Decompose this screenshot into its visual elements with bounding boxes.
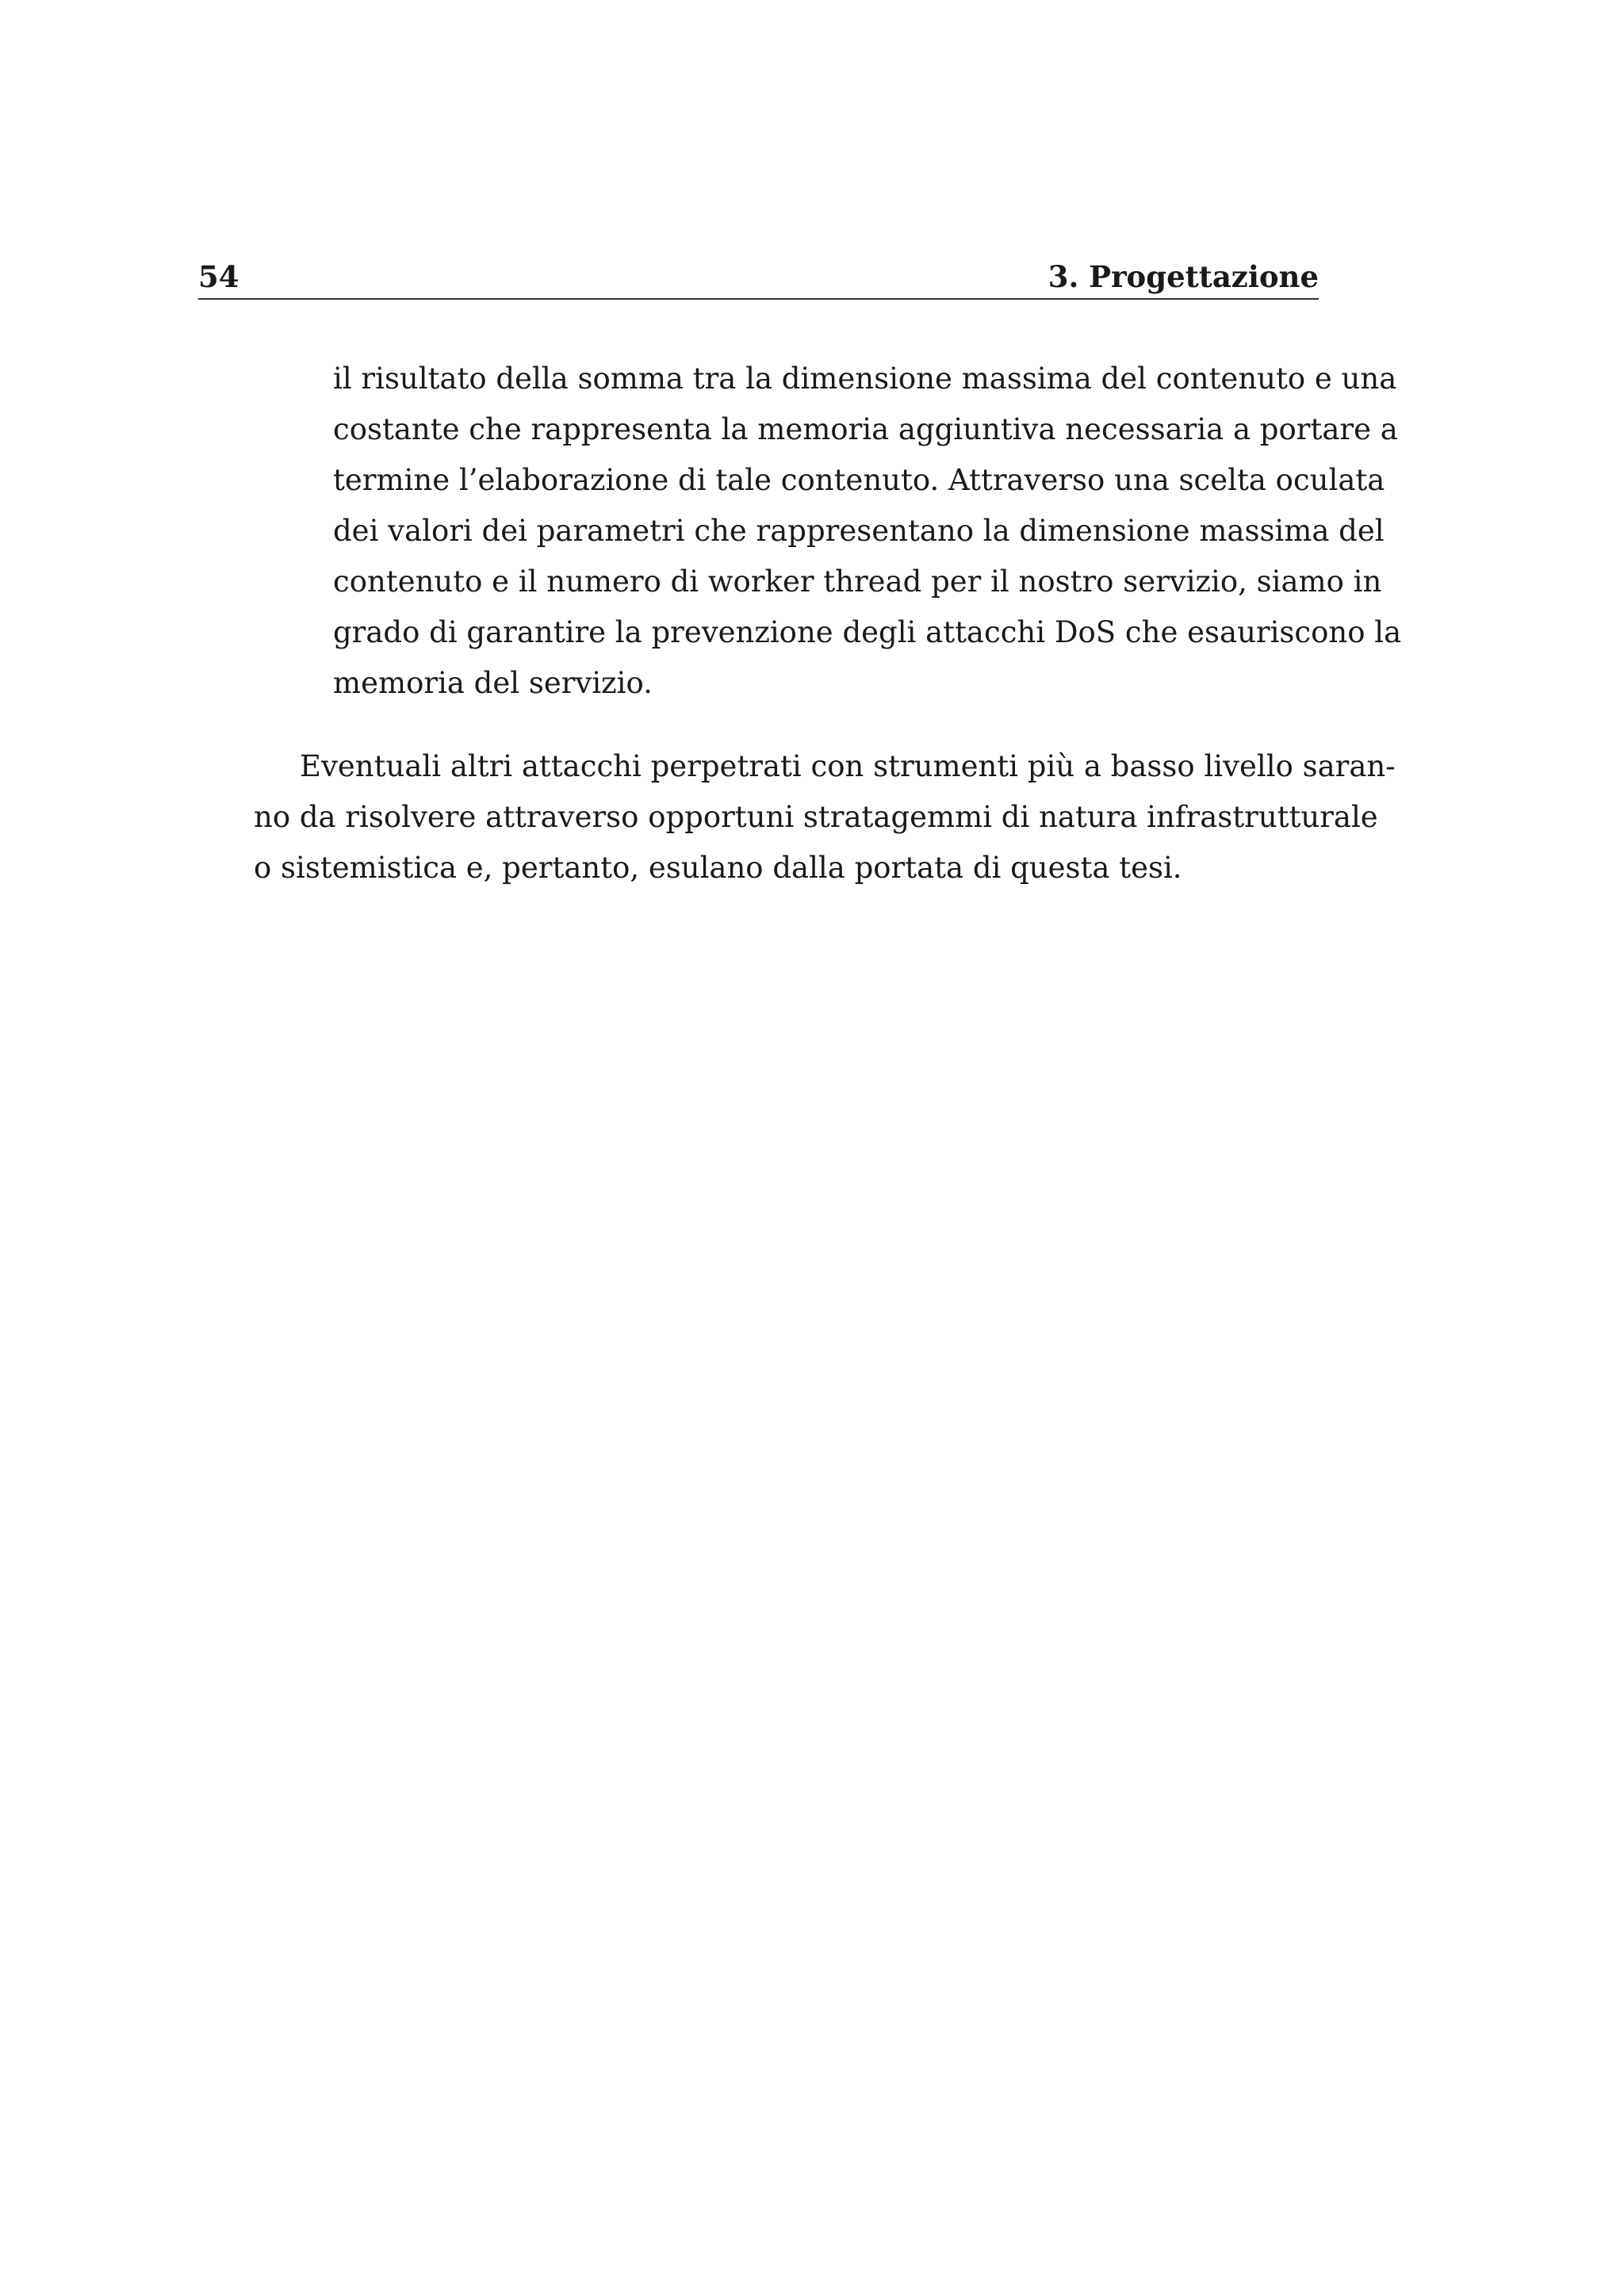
text-line: costante che rappresenta la memoria aggiuntiva necessaria a portare a — [333, 412, 1398, 446]
text-line: no da risolvere attraverso opportuni stratagemmi di natura infrastrutturale — [254, 800, 1378, 834]
text-line: Eventuali altri attacchi perpetrati con strumenti più a basso livello saran- — [300, 749, 1396, 783]
text-line: il risultato della somma tra la dimensione massima del contenuto e una — [333, 362, 1397, 396]
page-number: 54 — [198, 259, 239, 294]
text-line: memoria del servizio. — [333, 666, 653, 700]
text-line: grado di garantire la prevenzione degli attacchi DoS che esauriscono la — [333, 615, 1402, 649]
text-line: contenuto e il numero di worker thread per il nostro servizio, siamo in — [333, 564, 1382, 599]
running-header — [198, 255, 1319, 300]
chapter-title: 3. Progettazione — [1048, 259, 1319, 294]
text-line: o sistemistica e, pertanto, esulano dalla portata di questa tesi. — [254, 851, 1182, 885]
text-line: termine l’elaborazione di tale contenuto. Attraverso una scelta oculata — [333, 463, 1385, 497]
text-line: dei valori dei parametri che rappresentano la dimensione massima del — [333, 514, 1385, 548]
